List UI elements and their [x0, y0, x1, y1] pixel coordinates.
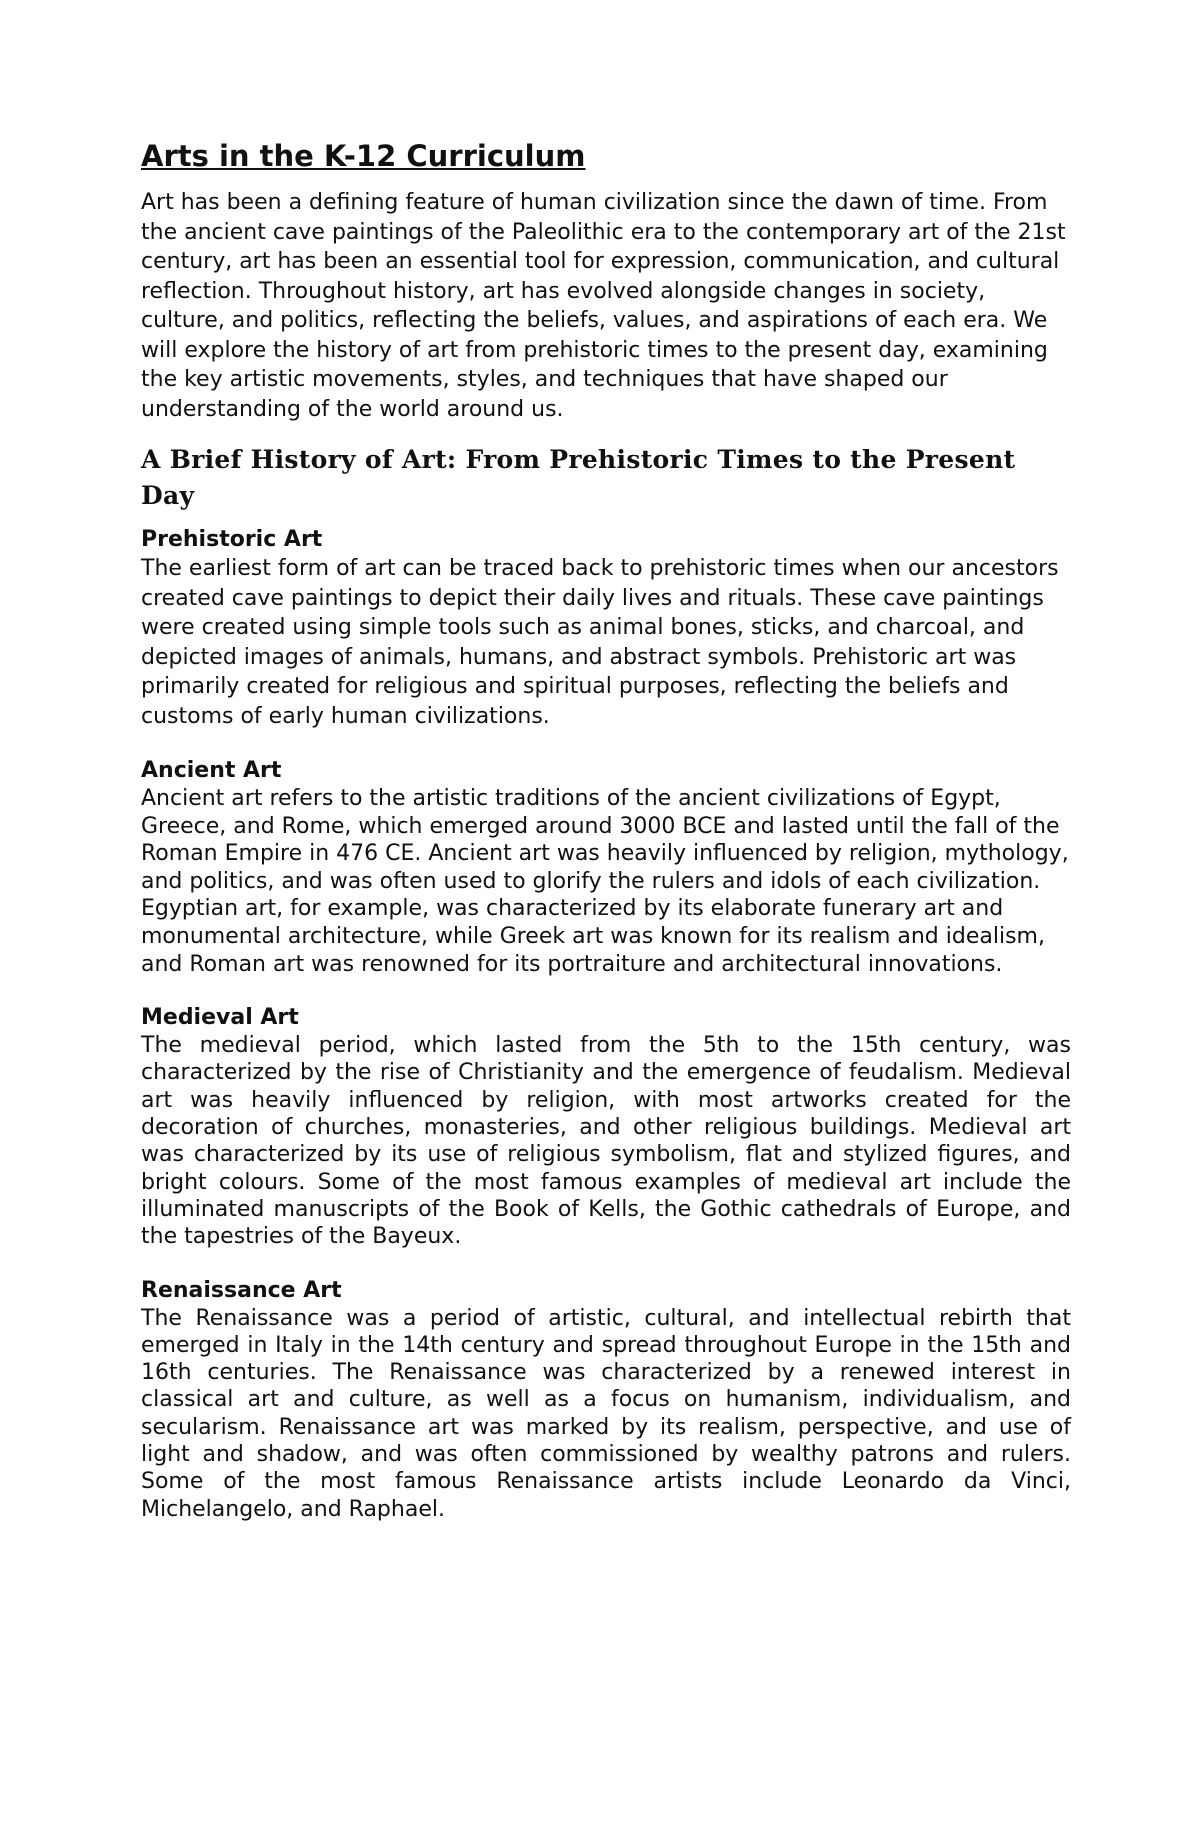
section-heading: Prehistoric Art [141, 527, 323, 552]
section-renaissance-art [141, 1277, 1071, 1523]
document-title: Arts in the K-12 Curriculum [141, 139, 586, 173]
section-ancient-art [141, 757, 1071, 978]
section-prehistoric-art [141, 526, 1071, 731]
intro-paragraph: Art has been a defining feature of human civilization since the dawn of time. From the ancient cave paintings of the Paleolithic era to the contemporary art of the 21st century, art has been an essential tool for expression, communication, and cultural reflection. Throughout history, art has evolved alongside changes in society, culture, and politics, reflecting the beliefs, values, and aspirations of each era. We will explore the history of art from prehistoric times to the present day, examining the key artistic movements, styles, and techniques that have shaped our understanding of the world around us. [141, 190, 1066, 422]
history-heading: A Brief History of Art: From Prehistoric Times to the Present Day [141, 445, 1016, 510]
section-medieval-art [141, 1004, 1071, 1250]
section-heading: Renaissance Art [141, 1277, 342, 1303]
section-heading: Ancient Art [141, 758, 282, 783]
section-body: Ancient art refers to the artistic traditions of the ancient civilizations of Egypt, Greece, and Rome, which emerged around 3000 BCE and lasted until the fall of the Roman Empire in 476 CE. Ancient art was heavily influenced by religion, mythology, and politics, and was often used to glorify the rulers and idols of each civilization. Egyptian art, for example, was characterized by its elaborate funerary art and monumental architecture, while Greek art was known for its realism and idealism, and Roman art was renowned for its portraiture and architectural innovations. [141, 786, 1069, 977]
section-heading: Medieval Art [141, 1005, 299, 1031]
section-body: The earliest form of art can be traced back to prehistoric times when our ancestors created cave paintings to depict their daily lives and rituals. These cave paintings were created using simple tools such as animal bones, sticks, and charcoal, and depicted images of animals, humans, and abstract symbols. Prehistoric art was primarily created for religious and spiritual purposes, reflecting the beliefs and customs of early human civilizations. [141, 556, 1059, 729]
section-body: The Renaissance was a period of artistic, cultural, and intellectual rebirth that emerged in Italy in the 14th century and spread throughout Europe in the 15th and 16th centuries. The Renaissance was characterized by a renewed interest in classical art and culture, as well as a focus on humanism, individualism, and secularism. Renaissance art was marked by its realism, perspective, and use of light and shadow, and was often commissioned by wealthy patrons and rulers. Some of the most famous Renaissance artists include Leonardo da Vinci, Michelangelo, and Raphael. [141, 1305, 1071, 1522]
section-body: The medieval period, which lasted from the 5th to the 15th century, was characterized by the rise of Christianity and the emergence of feudalism. Medieval art was heavily influenced by religion, with most artworks created for the decoration of churches, monasteries, and other religious buildings. Medieval art was characterized by its use of religious symbolism, flat and stylized figures, and bright colours. Some of the most famous examples of medieval art include the illuminated manuscripts of the Book of Kells, the Gothic cathedrals of Europe, and the tapestries of the Bayeux. [141, 1033, 1071, 1250]
document-content [141, 138, 1071, 1549]
